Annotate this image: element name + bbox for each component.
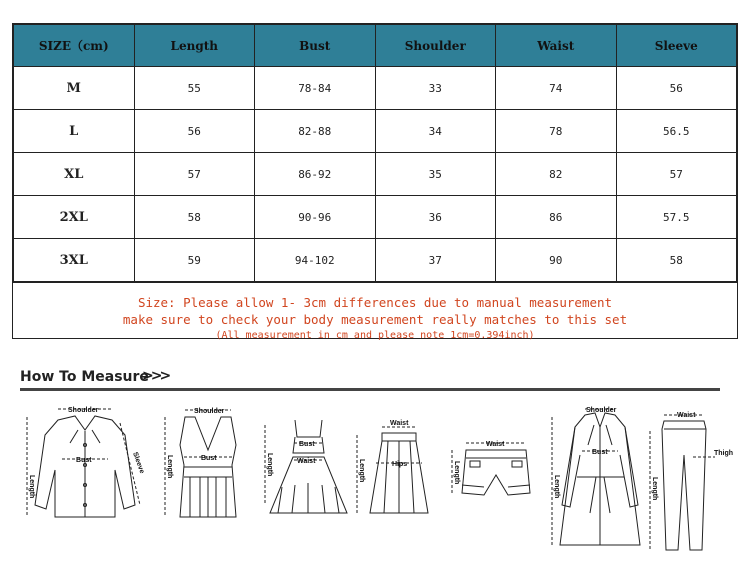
cell-sleeve: 57: [616, 153, 737, 196]
cell-sleeve: 58: [616, 239, 737, 282]
cell-bust: 90-96: [255, 196, 376, 239]
tank-shoulder-label: Shoulder: [194, 408, 225, 415]
cell-waist: 90: [496, 239, 617, 282]
cell-sleeve: 56.5: [616, 110, 737, 153]
chevron-arrows-icon: >>>: [142, 368, 169, 384]
skirt-waist-label: Waist: [390, 420, 409, 427]
cell-bust: 82-88: [255, 110, 376, 153]
dress-illustration: [265, 420, 347, 513]
cell-size: M: [14, 67, 135, 110]
header-waist: Waist: [496, 25, 617, 67]
cell-size: L: [14, 110, 135, 153]
cell-length: 59: [134, 239, 255, 282]
table-row: [14, 67, 737, 110]
tank-top-illustration: [165, 410, 236, 517]
tank-bust-label: Bust: [201, 455, 217, 462]
cell-size: XL: [14, 153, 135, 196]
dress-length-label: Length: [266, 453, 273, 477]
header-size: SIZE（cm): [14, 25, 135, 67]
cell-bust: 78-84: [255, 67, 376, 110]
cell-waist: 74: [496, 67, 617, 110]
cell-sleeve: 57.5: [616, 196, 737, 239]
cell-shoulder: 34: [375, 110, 496, 153]
cell-waist: 82: [496, 153, 617, 196]
note-line-3: (All measurement in cm and please note 1cm=0.394inch): [215, 330, 535, 341]
shorts-waist-label: Waist: [486, 441, 505, 448]
cell-size: 2XL: [14, 196, 135, 239]
cell-length: 57: [134, 153, 255, 196]
cell-shoulder: 35: [375, 153, 496, 196]
note-line-2: make sure to check your body measurement really matches to this set: [122, 312, 628, 327]
coat-shoulder-label: Shoulder: [586, 407, 617, 414]
blouse-length-label: Length: [28, 475, 35, 499]
coat-bust-label: Bust: [592, 449, 608, 456]
cell-size: 3XL: [14, 239, 135, 282]
dress-waist-label: Waist: [297, 458, 316, 465]
blouse-sleeve-label: Sleeve: [131, 451, 146, 475]
coat-illustration: [552, 409, 640, 545]
trousers-illustration: [650, 415, 715, 550]
trousers-waist-label: Waist: [677, 412, 696, 419]
shorts-illustration: [452, 443, 530, 495]
cell-shoulder: 33: [375, 67, 496, 110]
table-row: [14, 110, 737, 153]
measurement-illustrations: [0, 395, 750, 570]
header-sleeve: Sleeve: [616, 25, 737, 67]
table-row: [14, 153, 737, 196]
cell-sleeve: 56: [616, 67, 737, 110]
tank-length-label: Length: [166, 455, 173, 479]
trousers-length-label: Length: [651, 477, 658, 501]
how-to-measure-header: [20, 365, 720, 389]
coat-length-label: Length: [553, 475, 560, 499]
header-shoulder: Shoulder: [375, 25, 496, 67]
shorts-length-label: Length: [453, 461, 460, 485]
cell-length: 56: [134, 110, 255, 153]
header-length: Length: [134, 25, 255, 67]
measurement-note: [13, 282, 737, 350]
trousers-thigh-label: Thigh: [714, 450, 734, 457]
cell-shoulder: 37: [375, 239, 496, 282]
skirt-length-label: Length: [358, 459, 365, 483]
table-header-row: [14, 25, 737, 67]
cell-length: 55: [134, 67, 255, 110]
blouse-shoulder-label: Shoulder: [68, 407, 99, 414]
cell-bust: 94-102: [255, 239, 376, 282]
header-bust: Bust: [255, 25, 376, 67]
cell-waist: 86: [496, 196, 617, 239]
table-row: [14, 196, 737, 239]
dress-bust-label: Bust: [299, 441, 315, 448]
skirt-illustration: [357, 427, 428, 513]
cell-shoulder: 36: [375, 196, 496, 239]
cell-length: 58: [134, 196, 255, 239]
cell-bust: 86-92: [255, 153, 376, 196]
how-to-measure-title: How To Measure: [20, 369, 149, 385]
blouse-bust-label: Bust: [76, 457, 92, 464]
skirt-hips-label: Hips: [392, 461, 408, 468]
header-underline: [20, 388, 720, 391]
table-row: [14, 239, 737, 282]
cell-waist: 78: [496, 110, 617, 153]
size-chart-table: [12, 23, 738, 339]
note-line-1: Size: Please allow 1- 3cm differences due to manual measurement: [137, 295, 613, 310]
